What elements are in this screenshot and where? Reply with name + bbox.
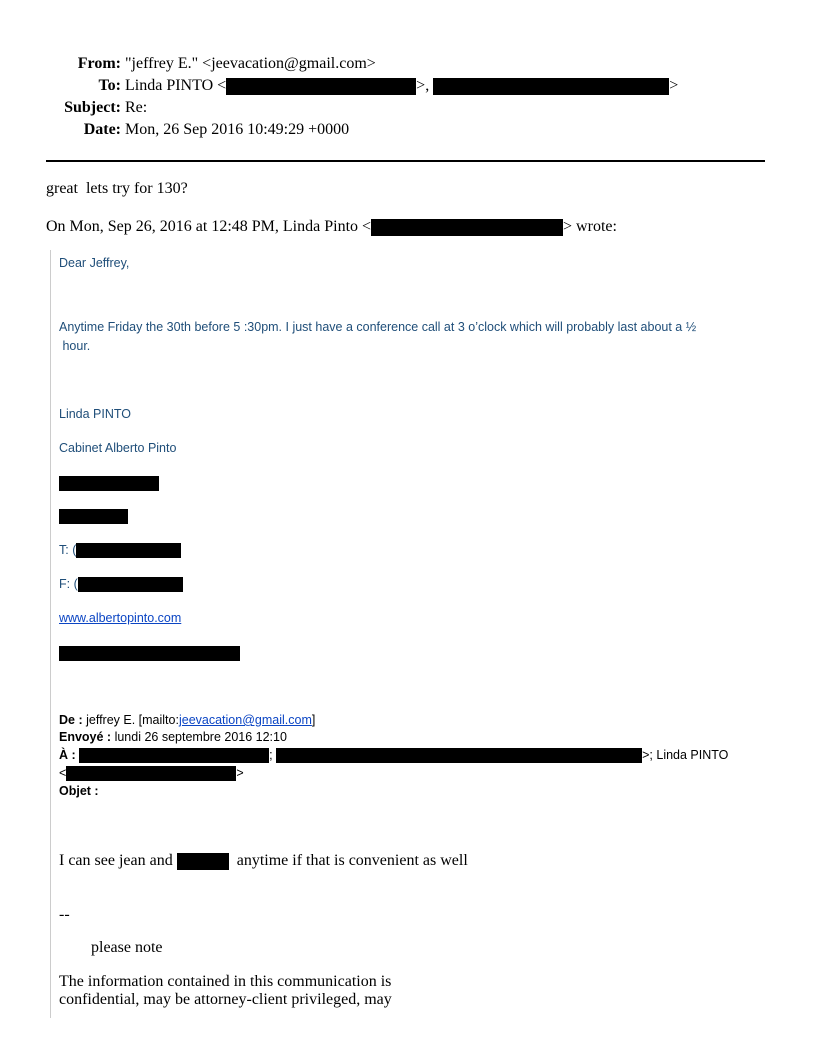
original-line-end: anytime if that is convenient as well	[236, 852, 468, 869]
redaction-bar	[79, 748, 269, 763]
to-value-start: Linda PINTO <	[125, 77, 227, 94]
date-label: Date:	[83, 121, 121, 138]
fwd-from-value: jeffrey E. [mailto:	[82, 713, 179, 727]
to-end: >	[669, 77, 679, 94]
signature-company: Cabinet Alberto Pinto	[59, 441, 177, 455]
signature-dashes: --	[59, 906, 70, 923]
redaction-bar	[226, 78, 416, 95]
from-label: From:	[77, 55, 121, 72]
fwd-to-line2-end: >	[236, 766, 244, 780]
original-line-start: I can see jean and	[59, 852, 173, 869]
disclaimer-line2: confidential, may be attorney-client privileged, may	[59, 991, 392, 1008]
fwd-from-label: De :	[59, 713, 83, 727]
from-row	[0, 54, 376, 74]
to-separator: >,	[416, 77, 434, 94]
fwd-to-row-2	[59, 765, 244, 782]
header-divider	[46, 160, 765, 162]
fwd-to-row	[59, 747, 728, 764]
redaction-bar	[66, 766, 236, 781]
quoted-greeting: Dear Jeffrey,	[59, 256, 130, 270]
fwd-from-row	[59, 712, 315, 729]
redaction-bar	[433, 78, 669, 95]
from-value: "jeffrey E." <jeevacation@gmail.com>	[125, 55, 376, 72]
subject-label: Subject:	[64, 99, 121, 116]
redaction-bar	[78, 577, 183, 592]
fwd-sent-label: Envoyé :	[59, 730, 112, 744]
redaction-bar	[59, 509, 128, 524]
disclaimer	[59, 973, 392, 1009]
quoted-message-line2: hour.	[59, 339, 91, 353]
attribution-start: On Mon, Sep 26, 2016 at 12:48 PM, Linda Pinto <	[46, 218, 372, 235]
subject-value: Re:	[125, 99, 148, 116]
redaction-bar	[177, 853, 229, 870]
signature-phone	[59, 543, 181, 558]
redaction-bar	[59, 476, 159, 491]
fax-label: F: (	[59, 577, 78, 591]
quoted-message-line1: Anytime Friday the 30th before 5 :30pm. I just have a conference call at 3 o’clock which will probably last about a ½	[59, 320, 697, 334]
quote-bar	[50, 250, 51, 1018]
redaction-bar	[76, 543, 181, 558]
redaction-bar	[276, 748, 642, 763]
redaction-bar	[59, 646, 240, 661]
fwd-subject-row	[59, 783, 99, 800]
fwd-to-line2-start: <	[59, 766, 67, 780]
website-link[interactable]: www.albertopinto.com	[59, 611, 182, 625]
date-value: Mon, 26 Sep 2016 10:49:29 +0000	[125, 121, 350, 138]
reply-text: great lets try for 130?	[46, 180, 188, 197]
subject-row	[0, 98, 147, 118]
fwd-sent-value: lundi 26 septembre 2016 12:10	[111, 730, 287, 744]
attribution-line	[46, 218, 617, 236]
please-note: please note	[91, 939, 163, 956]
fwd-sent-row	[59, 729, 287, 746]
attribution-end: > wrote:	[563, 218, 617, 235]
to-label: To:	[98, 77, 121, 94]
to-row	[0, 76, 678, 96]
disclaimer-line1: The information contained in this communication is	[59, 973, 392, 990]
signature-name: Linda PINTO	[59, 407, 132, 421]
date-row	[0, 120, 349, 140]
fwd-to-label: À :	[59, 748, 76, 762]
fwd-from-email-link[interactable]: jeevacation@gmail.com	[178, 713, 312, 727]
original-message-line	[59, 852, 468, 870]
fwd-to-sep: ;	[269, 748, 273, 762]
phone-label: T: (	[59, 543, 77, 557]
fwd-subject-label: Objet :	[59, 784, 99, 798]
redaction-bar	[371, 219, 563, 236]
fwd-from-end: ]	[311, 713, 316, 727]
fwd-to-end: >; Linda PINTO	[642, 748, 729, 762]
signature-fax	[59, 577, 183, 592]
